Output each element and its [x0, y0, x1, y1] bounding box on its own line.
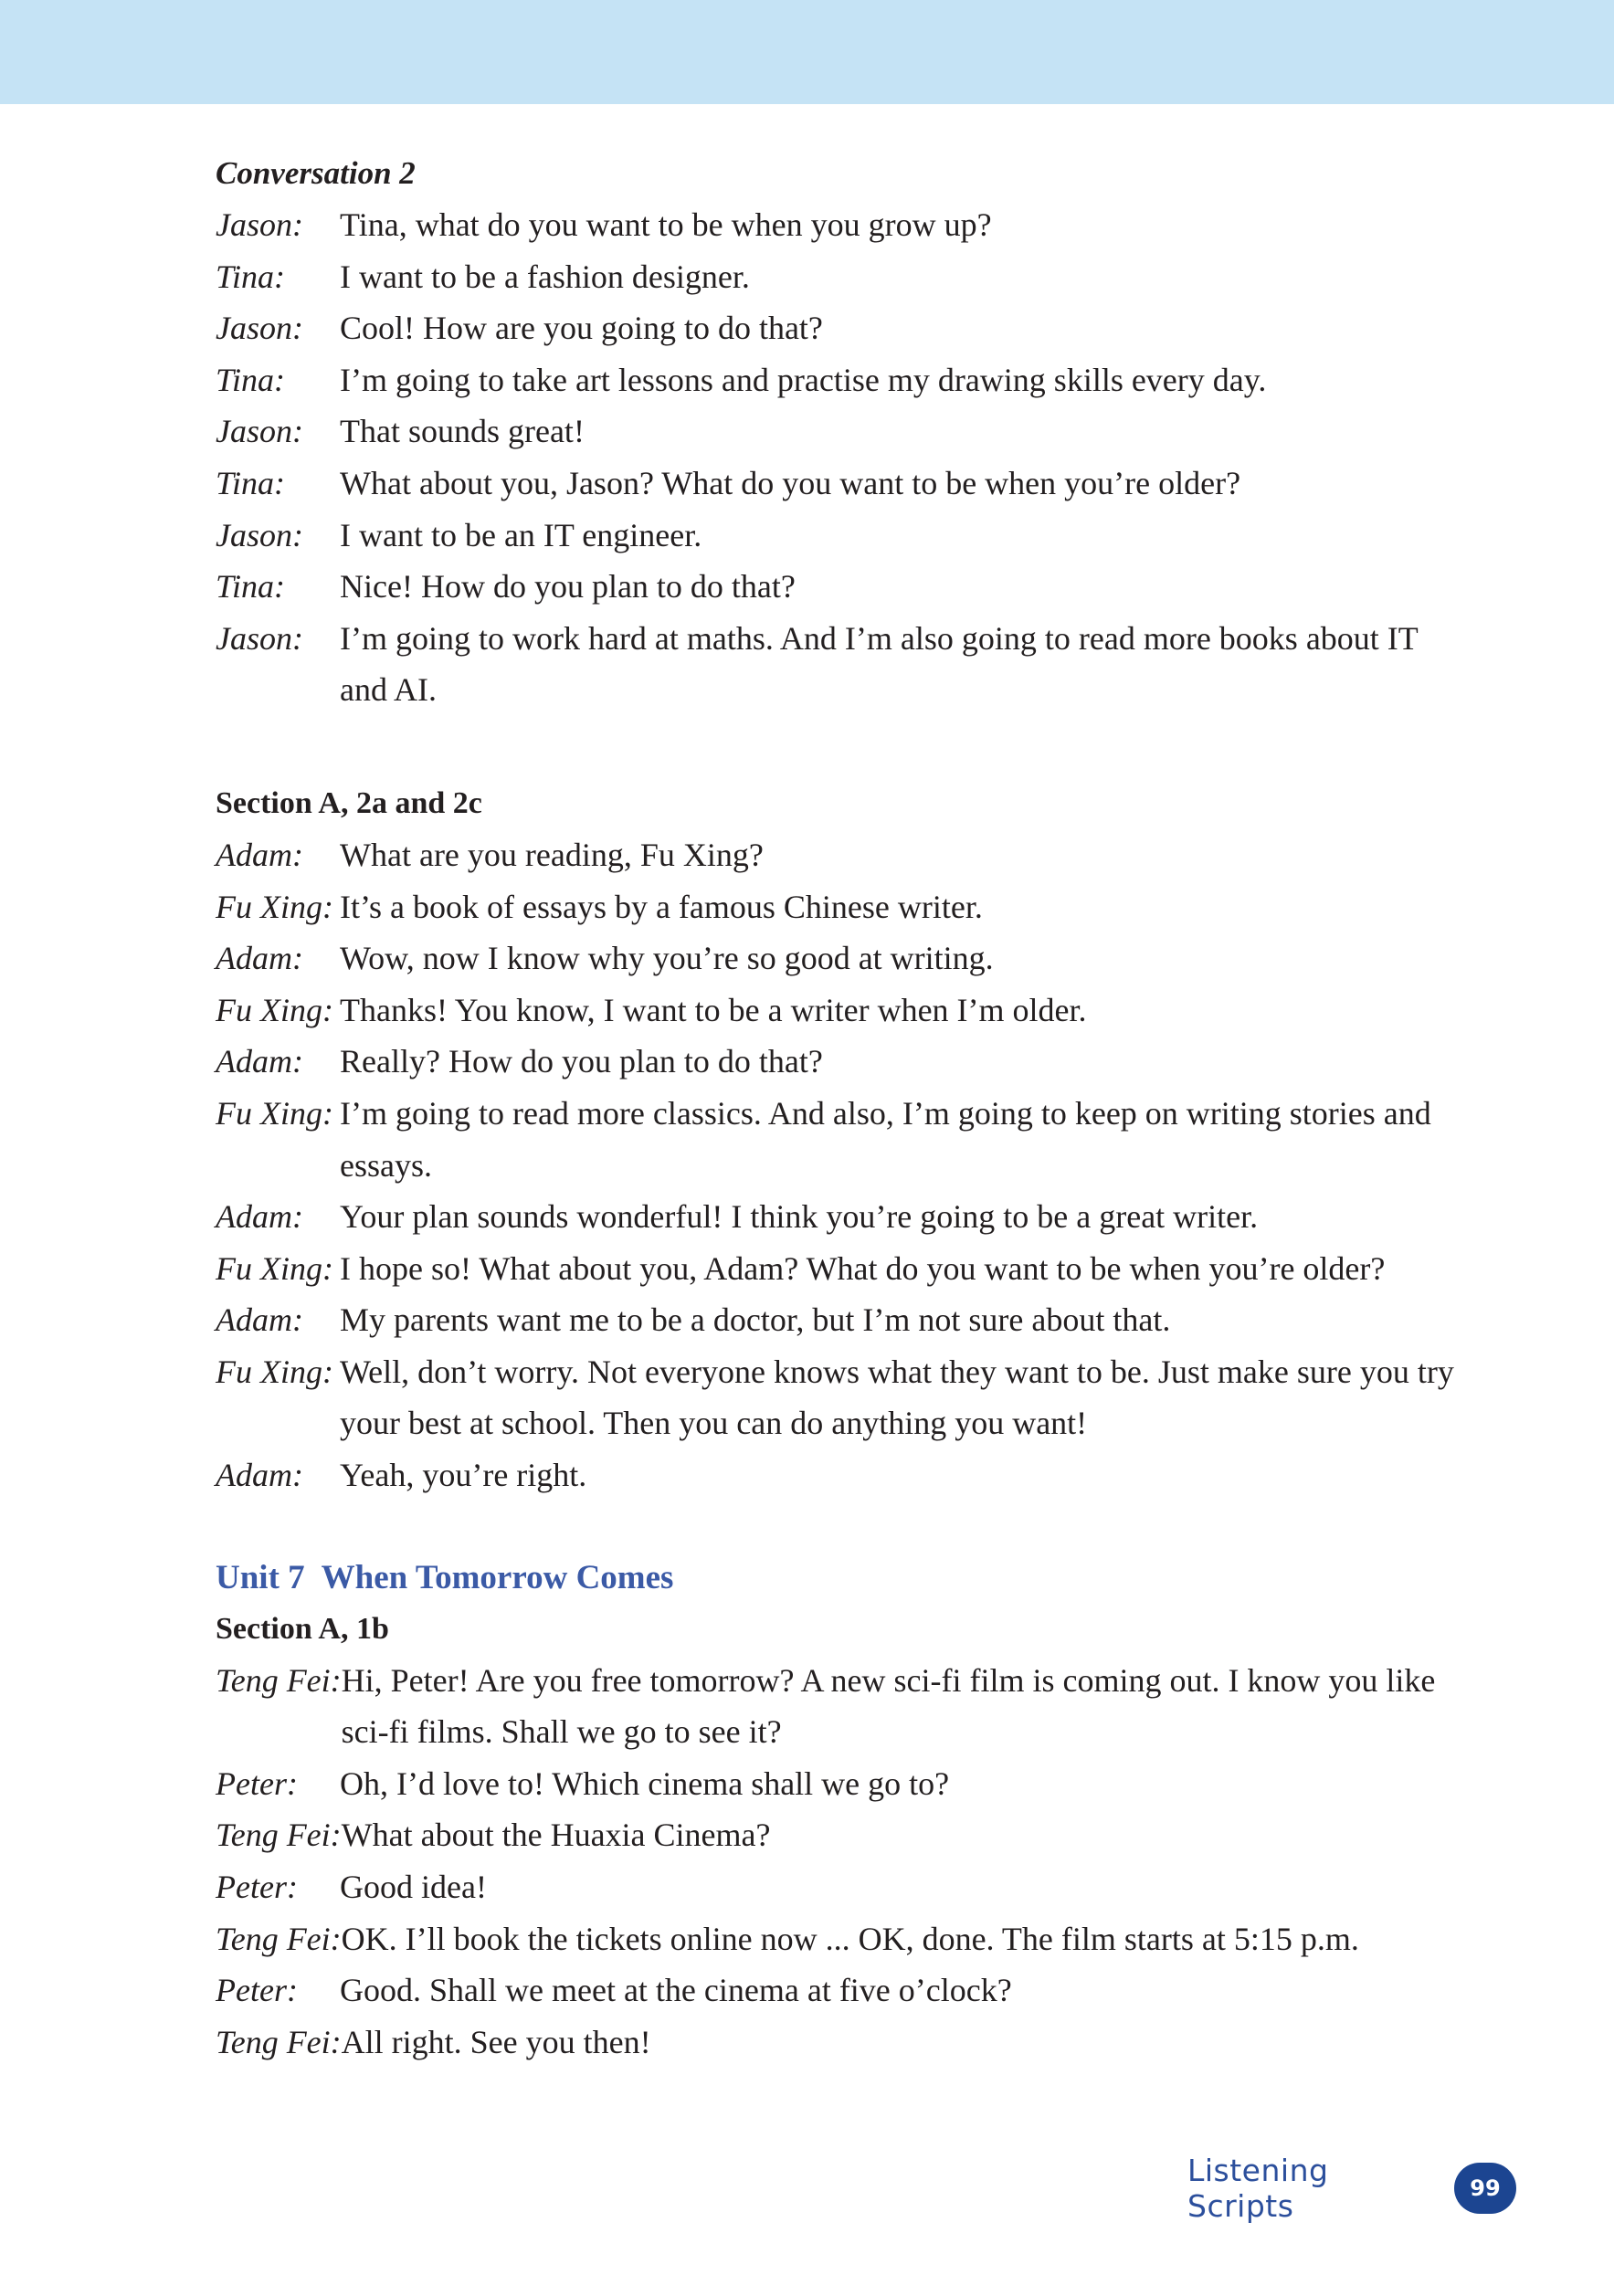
speaker-label: Fu Xing:: [216, 991, 333, 1028]
speech-text: I’m going to work hard at maths. And I’m also going to read more books about IT and AI.: [340, 619, 1419, 709]
dialogue-line: [216, 1036, 1458, 1088]
speech-text: Good. Shall we meet at the cinema at five o’clock?: [340, 1972, 1012, 2009]
speech-text: Really? How do you plan to do that?: [340, 1043, 823, 1080]
dialogue-line: [216, 302, 1458, 354]
speech-text: I’m going to take art lessons and practise my drawing skills every day.: [340, 361, 1267, 398]
section-2a-lines: [216, 829, 1458, 1501]
section-1b-lines: [216, 1655, 1458, 2069]
speech-text: I’m going to read more classics. And also, I’m going to keep on writing stories and essays.: [340, 1094, 1431, 1184]
dialogue-line: [216, 1655, 1458, 1758]
dialogue-line: [216, 1913, 1458, 1965]
speech-text: Cool! How are you going to do that?: [340, 310, 823, 347]
listening-scripts-content: [216, 148, 1458, 2068]
speaker-label: Peter:: [216, 1764, 298, 1802]
speaker-label: Adam:: [216, 1301, 303, 1339]
dialogue-line: [216, 354, 1458, 406]
speech-text: I want to be a fashion designer.: [340, 258, 750, 295]
speaker-label: Jason:: [216, 206, 303, 243]
section-2a-title: Section A, 2a and 2c: [216, 785, 482, 820]
speaker-label: Peter:: [216, 1972, 298, 2009]
speaker-label: Fu Xing:: [216, 888, 333, 925]
speech-text: Yeah, you’re right.: [340, 1457, 587, 1494]
dialogue-line: [216, 1758, 1458, 1810]
speaker-label: Tina:: [216, 258, 286, 295]
dialogue-line: [216, 1809, 1458, 1861]
dialogue-line: [216, 405, 1458, 458]
speech-text: Oh, I’d love to! Which cinema shall we go to?: [340, 1764, 950, 1802]
dialogue-line: [216, 1088, 1458, 1191]
speech-text: Nice! How do you plan to do that?: [340, 568, 796, 606]
dialogue-line: [216, 1449, 1458, 1501]
speech-text: What are you reading, Fu Xing?: [340, 836, 764, 873]
speech-text: My parents want me to be a doctor, but I’m not sure about that.: [340, 1301, 1171, 1339]
dialogue-line: [216, 199, 1458, 251]
page-footer: [1187, 2153, 1516, 2224]
dialogue-line: [216, 613, 1458, 716]
speaker-label: Tina:: [216, 568, 286, 606]
speaker-label: Teng Fei:: [216, 1920, 342, 1957]
speaker-label: Adam:: [216, 1043, 303, 1080]
speech-text: That sounds great!: [340, 413, 585, 450]
section-spacer: [216, 1501, 1458, 1553]
speech-text: It’s a book of essays by a famous Chinese writer.: [340, 888, 983, 925]
speech-text: Wow, now I know why you’re so good at writing.: [340, 940, 994, 977]
dialogue-line: [216, 1191, 1458, 1243]
speech-text: What about the Huaxia Cinema?: [341, 1817, 771, 1854]
speaker-label: Teng Fei:: [216, 1817, 342, 1854]
speaker-label: Adam:: [216, 836, 303, 873]
unit-name: When Tomorrow Comes: [321, 1558, 674, 1596]
speech-text: Your plan sounds wonderful! I think you’re going to be a great writer.: [340, 1198, 1259, 1236]
speaker-label: Jason:: [216, 619, 303, 657]
speech-text: Thanks! You know, I want to be a writer when I’m older.: [340, 991, 1087, 1028]
dialogue-line: [216, 829, 1458, 881]
section-1b-title: Section A, 1b: [216, 1611, 389, 1646]
speech-text: I hope so! What about you, Adam? What do you want to be when you’re older?: [340, 1249, 1386, 1287]
dialogue-line: [216, 2017, 1458, 2069]
speech-text: Tina, what do you want to be when you grow up?: [340, 206, 992, 243]
dialogue-line: [216, 985, 1458, 1037]
speaker-label: Fu Xing:: [216, 1353, 333, 1390]
dialogue-line: [216, 1243, 1458, 1295]
unit-7-title: [216, 1553, 1458, 1604]
speaker-label: Fu Xing:: [216, 1094, 333, 1132]
speaker-label: Teng Fei:: [216, 2023, 342, 2060]
speaker-label: Adam:: [216, 1198, 303, 1236]
dialogue-line: [216, 1294, 1458, 1346]
page-number-badge: 99: [1454, 2163, 1516, 2214]
section-spacer: [216, 716, 1458, 778]
speaker-label: Jason:: [216, 516, 303, 553]
dialogue-line: [216, 881, 1458, 933]
speaker-label: Peter:: [216, 1869, 298, 1906]
speaker-label: Tina:: [216, 464, 286, 501]
speaker-label: Fu Xing:: [216, 1249, 333, 1287]
dialogue-line: [216, 458, 1458, 510]
dialogue-line: [216, 1964, 1458, 2017]
speaker-label: Tina:: [216, 361, 286, 398]
dialogue-line: [216, 1861, 1458, 1913]
footer-section-label: Listening Scripts: [1187, 2153, 1329, 2224]
dialogue-line: [216, 1346, 1458, 1449]
speech-text: Well, don’t worry. Not everyone knows what they want to be. Just make sure you try your best at school. Then you can do anything you want!: [340, 1353, 1454, 1442]
dialogue-line: [216, 510, 1458, 562]
speaker-label: Jason:: [216, 413, 303, 450]
dialogue-line: [216, 251, 1458, 303]
speech-text: OK. I’ll book the tickets online now ... OK, done. The film starts at 5:15 p.m.: [341, 1920, 1359, 1957]
speaker-label: Adam:: [216, 1457, 303, 1494]
top-header-band: [0, 0, 1614, 104]
dialogue-line: [216, 932, 1458, 985]
conversation-2-title: Conversation 2: [216, 155, 416, 191]
speaker-label: Teng Fei:: [216, 1661, 342, 1699]
speech-text: Good idea!: [340, 1869, 487, 1906]
unit-number: Unit 7: [216, 1558, 305, 1596]
speech-text: All right. See you then!: [341, 2023, 651, 2060]
speaker-label: Jason:: [216, 310, 303, 347]
speech-text: I want to be an IT engineer.: [340, 516, 702, 553]
dialogue-line: [216, 561, 1458, 613]
speech-text: What about you, Jason? What do you want to be when you’re older?: [340, 464, 1241, 501]
speech-text: Hi, Peter! Are you free tomorrow? A new sci-fi film is coming out. I know you like sci-fi films. Shall we go to see it?: [341, 1661, 1436, 1751]
conversation-2-lines: [216, 199, 1458, 716]
speaker-label: Adam:: [216, 940, 303, 977]
